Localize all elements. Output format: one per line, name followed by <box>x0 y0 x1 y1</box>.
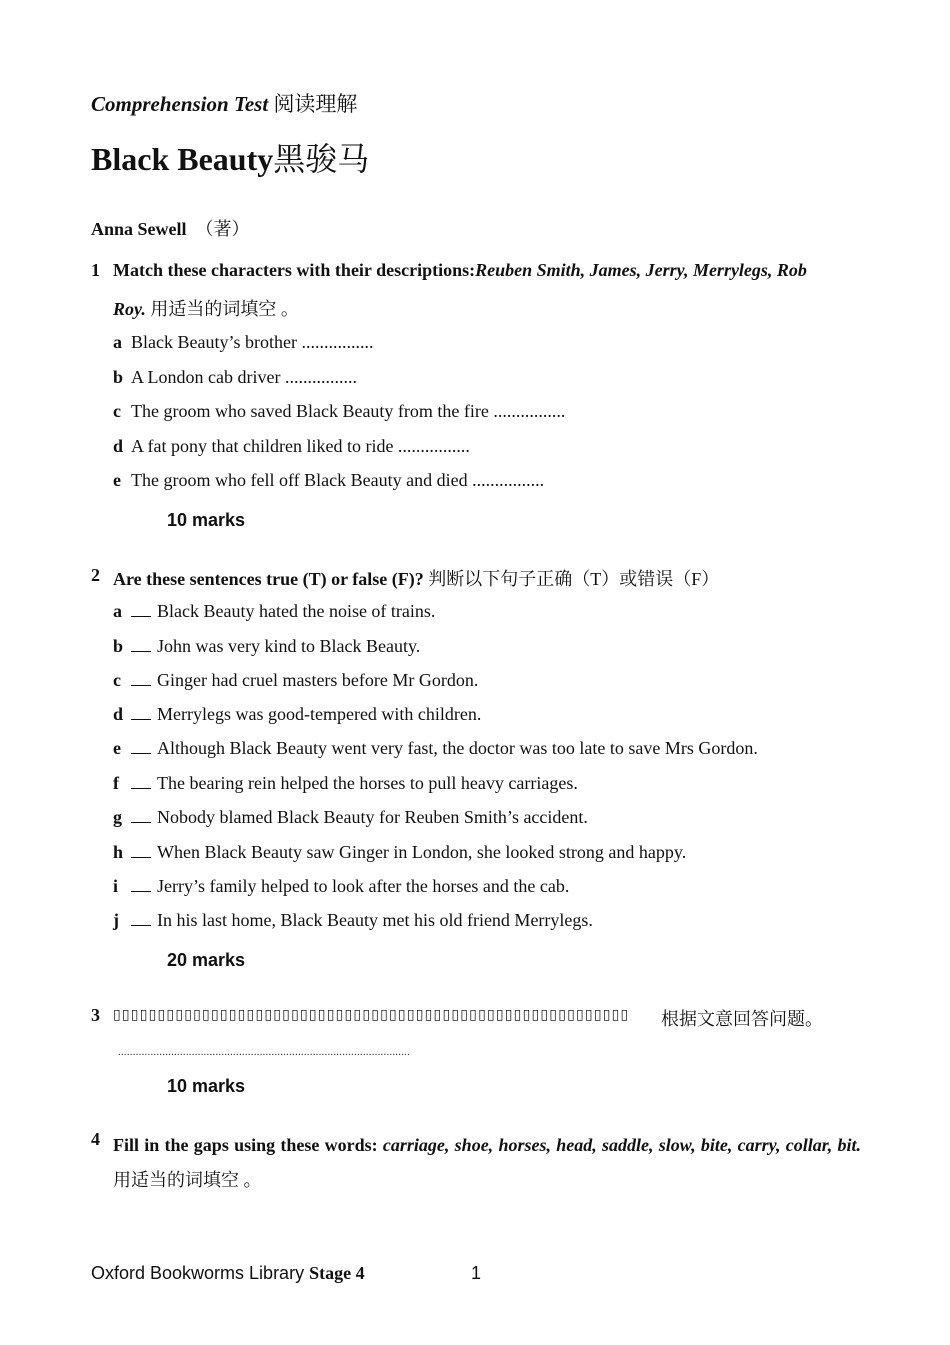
item-letter: i <box>113 876 119 896</box>
q2-item <box>113 842 686 863</box>
item-letter: b <box>113 367 124 387</box>
q4-words: carriage, shoe, horses, head, saddle, slow, bite, carry, collar, bit. <box>382 1135 861 1155</box>
q2-instruction-cn: 判断以下句子正确（T）或错误（F） <box>428 569 720 589</box>
item-letter: a <box>113 332 122 352</box>
item-letter: e <box>113 738 121 758</box>
q2-item <box>113 670 478 691</box>
q2-marks: 20 marks <box>167 950 246 970</box>
q1-item <box>113 367 357 388</box>
item-text: The groom who saved Black Beauty from the fire ................ <box>131 401 566 421</box>
item-text: John was very kind to Black Beauty. <box>157 636 421 656</box>
title-cn: 黑骏马 <box>273 141 370 177</box>
q2-item <box>113 738 758 759</box>
item-letter: f <box>113 773 119 793</box>
q3-answer-line[interactable]: ................................................................................................... <box>118 1046 411 1058</box>
item-letter: c <box>113 670 121 690</box>
q2-item <box>113 910 593 931</box>
answer-blank[interactable] <box>131 705 151 720</box>
item-text: Merrylegs was good-tempered with children. <box>157 704 482 724</box>
item-text: Black Beauty’s brother ................ <box>131 332 374 352</box>
page-number: 1 <box>471 1263 482 1283</box>
q1-item <box>113 470 544 491</box>
q1-prompt-line2 <box>113 295 299 321</box>
q2-prompt: Are these sentences true (T) or false (F)? <box>113 569 424 589</box>
page-title <box>91 134 369 180</box>
q1-instruction-cn: 用适当的词填空 。 <box>150 299 299 319</box>
item-letter: j <box>113 910 119 930</box>
item-text: Ginger had cruel masters before Mr Gordon. <box>157 670 479 690</box>
author-line <box>91 215 250 241</box>
item-letter: b <box>113 636 124 656</box>
q2-item <box>113 773 578 794</box>
item-text: In his last home, Black Beauty met his old friend Merrylegs. <box>157 910 593 930</box>
q3-instruction-cn: 根据文意回答问题。 <box>661 1009 823 1029</box>
item-text: When Black Beauty saw Ginger in London, she looked strong and happy. <box>157 842 687 862</box>
item-letter: e <box>113 470 121 490</box>
q1-prompt-line1 <box>113 260 807 281</box>
item-letter: h <box>113 842 124 862</box>
q1-names-line1: Reuben Smith, James, Jerry, Merrylegs, Rob <box>475 260 807 280</box>
item-letter: d <box>113 436 124 456</box>
q1-item <box>113 436 470 457</box>
item-letter: c <box>113 401 121 421</box>
q2-number: 2 <box>91 565 100 585</box>
item-text: The bearing rein helped the horses to pull heavy carriages. <box>157 773 578 793</box>
q2-item <box>113 636 420 657</box>
subtitle-en: Comprehension Test <box>91 92 269 116</box>
item-text: A fat pony that children liked to ride ................ <box>131 436 470 456</box>
item-letter: a <box>113 601 122 621</box>
answer-blank[interactable] <box>131 739 151 754</box>
answer-blank[interactable] <box>131 671 151 686</box>
author-name: Anna Sewell <box>91 219 187 239</box>
answer-blank[interactable] <box>131 843 151 858</box>
footer-stage: Stage 4 <box>309 1263 365 1283</box>
item-text: Nobody blamed Black Beauty for Reuben Smith’s accident. <box>157 807 588 827</box>
item-text: Black Beauty hated the noise of trains. <box>157 601 436 621</box>
item-text: The groom who fell off Black Beauty and died ................ <box>131 470 545 490</box>
footer-series: Oxford Bookworms Library <box>91 1263 305 1283</box>
q2-item <box>113 876 569 897</box>
q2-item <box>113 601 435 622</box>
item-letter: d <box>113 704 124 724</box>
answer-blank[interactable] <box>131 602 151 617</box>
subtitle <box>91 88 357 118</box>
answer-blank[interactable] <box>131 877 151 892</box>
q1-prompt: Match these characters with their descriptions: <box>113 260 476 280</box>
item-text: A London cab driver ................ <box>131 367 357 387</box>
q3-garbled-text: ▯▯▯▯▯▯▯▯▯▯▯▯▯▯▯▯▯▯▯▯▯▯▯▯▯▯▯▯▯▯▯▯▯▯▯▯▯▯▯▯▯▯▯▯▯▯▯▯▯▯▯▯▯▯▯▯▯▯ <box>113 1008 630 1023</box>
q4-prompt-bold: Fill in the gaps using these words: <box>113 1135 378 1155</box>
answer-blank[interactable] <box>131 637 151 652</box>
item-text: Jerry’s family helped to look after the horses and the cab. <box>157 876 570 896</box>
answer-blank[interactable] <box>131 808 151 823</box>
author-note: （著） <box>195 219 250 239</box>
q1-marks: 10 marks <box>167 510 246 530</box>
q1-number: 1 <box>91 260 100 280</box>
item-letter: g <box>113 807 122 827</box>
q2-prompt-line <box>113 565 719 591</box>
q2-item <box>113 807 588 828</box>
q3-number: 3 <box>91 1005 100 1025</box>
item-text: Although Black Beauty went very fast, the doctor was too late to save Mrs Gordon. <box>157 738 758 758</box>
q4-number: 4 <box>91 1129 100 1149</box>
answer-blank[interactable] <box>131 774 151 789</box>
q1-item <box>113 332 373 353</box>
subtitle-cn: 阅读理解 <box>273 92 358 116</box>
q1-names-line2: Roy. <box>113 299 146 319</box>
q4-instruction-cn: 用适当的词填空 。 <box>113 1170 262 1190</box>
footer <box>91 1263 365 1284</box>
title-en: Black Beauty <box>91 141 274 177</box>
q1-item <box>113 401 565 422</box>
q4-prompt <box>113 1128 861 1198</box>
q3-marks: 10 marks <box>167 1076 246 1096</box>
answer-blank[interactable] <box>131 911 151 926</box>
q2-item <box>113 704 481 725</box>
